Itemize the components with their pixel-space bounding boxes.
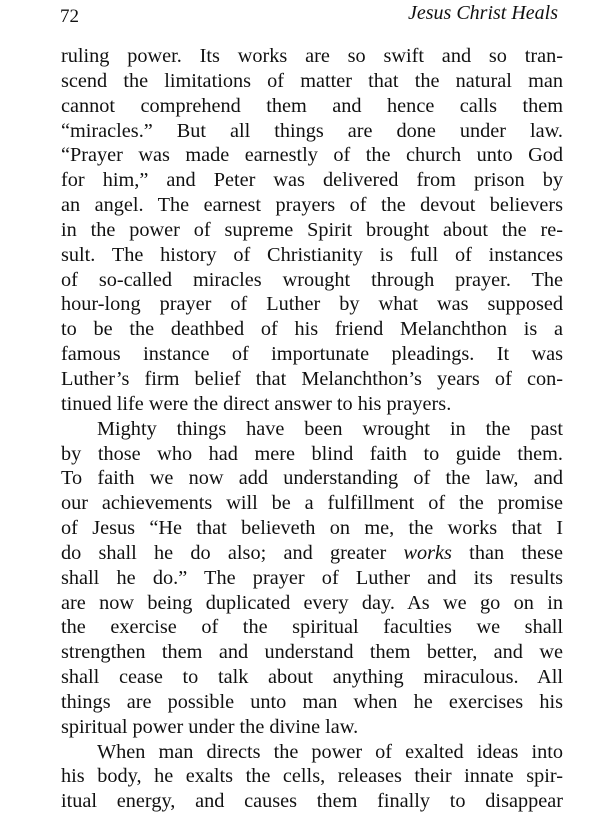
- text-segment: Mighty things have been wrought in the past: [97, 417, 563, 440]
- running-head: Jesus Christ Heals: [408, 2, 558, 24]
- text-segment: Luther’s firm belief that Melanchthon’s years of con-: [61, 367, 563, 390]
- text-line: [61, 392, 563, 417]
- text-line: [61, 690, 563, 715]
- text-line: [61, 541, 563, 566]
- page-number: 72: [60, 6, 79, 27]
- text-line: [61, 143, 563, 168]
- text-line: [61, 268, 563, 293]
- text-segment: strengthen them and understand them better, and we: [61, 641, 563, 664]
- text-segment: ruling power. Its works are so swift and so tran-: [61, 45, 563, 67]
- text-line: [61, 591, 563, 616]
- text-segment: are now being duplicated every day. As we go on in: [61, 591, 563, 614]
- text-segment: of so-called miracles wrought through prayer. The: [61, 268, 563, 291]
- text-line: [61, 119, 563, 144]
- text-segment: the exercise of the spiritual faculties we shall: [61, 616, 563, 639]
- text-segment: do shall he do also; and greater: [61, 541, 404, 564]
- text-line: [61, 491, 563, 516]
- text-segment: “miracles.” But all things are done under law.: [61, 119, 563, 142]
- text-line: [61, 69, 563, 94]
- text-line: [61, 243, 563, 268]
- text-line: [61, 466, 563, 491]
- body-text: [61, 44, 563, 814]
- text-segment: than these: [451, 541, 563, 564]
- text-line: [61, 168, 563, 193]
- text-segment: famous instance of importunate pleadings. It was: [61, 343, 563, 366]
- text-segment: When man directs the power of exalted ideas into: [97, 740, 563, 763]
- text-line: [61, 615, 563, 640]
- text-line: [61, 789, 563, 814]
- text-line: [61, 740, 563, 765]
- text-segment: spiritual power under the divine law.: [61, 715, 359, 738]
- text-segment: shall cease to talk about anything miraculous. All: [61, 666, 563, 689]
- text-line: [61, 417, 563, 442]
- text-line: [61, 218, 563, 243]
- text-line: [61, 715, 563, 740]
- text-line: [61, 193, 563, 218]
- text-segment: hour-long prayer of Luther by what was supposed: [61, 293, 563, 316]
- text-line: [61, 516, 563, 541]
- text-line: [61, 342, 563, 367]
- text-segment: our achievements will be a fulfillment of the promise: [61, 492, 563, 515]
- text-segment: scend the limitations of matter that the natural man: [61, 69, 563, 92]
- text-line: [61, 764, 563, 789]
- text-line: [61, 566, 563, 591]
- text-segment: for him,” and Peter was delivered from prison by: [61, 169, 563, 192]
- text-segment: in the power of supreme Spirit brought about the re-: [61, 218, 563, 241]
- text-line: [61, 94, 563, 119]
- text-segment: itual energy, and causes them finally to disappear: [61, 790, 563, 813]
- text-line: [61, 665, 563, 690]
- text-segment: by those who had mere blind faith to guide them.: [61, 442, 563, 465]
- text-segment: an angel. The earnest prayers of the devout believers: [61, 194, 563, 217]
- text-line: [61, 442, 563, 467]
- italic-text: works: [403, 541, 452, 564]
- text-line: [61, 292, 563, 317]
- text-segment: to be the deathbed of his friend Melanchthon is a: [61, 318, 563, 341]
- text-line: [61, 317, 563, 342]
- text-line: [61, 640, 563, 665]
- text-segment: To faith we now add understanding of the law, and: [61, 467, 563, 490]
- text-line: [61, 367, 563, 392]
- text-segment: of Jesus “He that believeth on me, the works that I: [61, 517, 563, 540]
- text-segment: “Prayer was made earnestly of the church unto God: [61, 144, 563, 167]
- text-segment: shall he do.” The prayer of Luther and its results: [61, 566, 563, 589]
- text-line: [61, 44, 563, 69]
- text-segment: tinued life were the direct answer to his prayers.: [61, 392, 452, 415]
- text-segment: cannot comprehend them and hence calls them: [61, 94, 563, 117]
- text-segment: his body, he exalts the cells, releases their innate spir-: [61, 765, 563, 788]
- text-segment: sult. The history of Christianity is full of instances: [61, 243, 563, 266]
- text-segment: things are possible unto man when he exercises his: [61, 690, 563, 713]
